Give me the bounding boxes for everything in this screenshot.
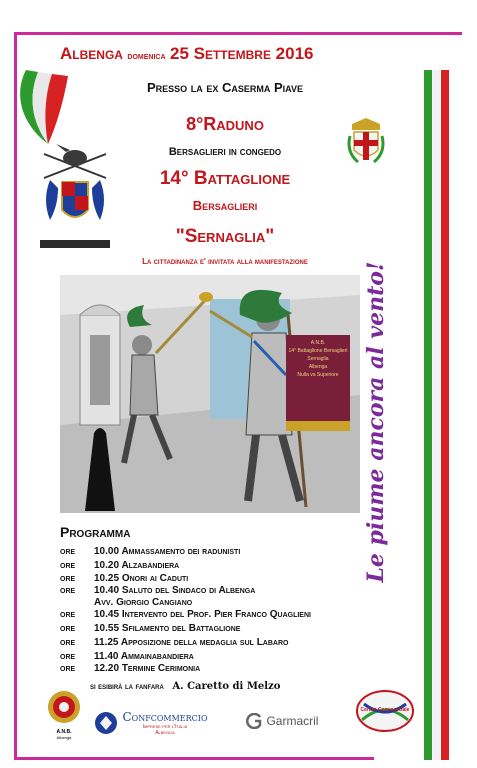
item-text: Onori ai Caduti	[121, 573, 189, 584]
battalion-title: 14° Battaglione	[159, 168, 291, 189]
anb-logo-icon	[47, 690, 81, 724]
item-prefix: ore	[60, 651, 76, 662]
item-time: 10.40	[94, 585, 120, 596]
garmacril-name: Garmacril	[266, 713, 319, 728]
garmacril-logo-icon	[246, 713, 262, 729]
venue: Presso la ex Caserma Piave	[146, 80, 304, 95]
city-name: Albenga	[60, 44, 123, 63]
item-time: 10.20	[94, 560, 120, 571]
confcommercio-sub: Imprese per l'Italia	[142, 724, 188, 730]
centro-label: Centro Commerciale	[360, 707, 410, 713]
event-date: 25 Settembre 2016	[169, 44, 314, 63]
event-date-line	[60, 44, 440, 64]
fanfara-name: A. Caretto di Melzo	[172, 681, 281, 692]
program-item	[60, 546, 240, 557]
item-text: Apposizione della medaglia sul Labaro	[120, 637, 289, 648]
item-time: 10.25	[94, 573, 120, 584]
corps-title: Bersaglieri	[192, 198, 258, 213]
item-text: Saluto del Sindaco di Albenga	[121, 585, 256, 596]
item-time: 10.55	[94, 623, 120, 634]
anb-label: A.N.B.	[56, 729, 72, 735]
item-text: Avv. Giorgio Cangiano	[94, 597, 193, 608]
flag-line-3: Albenga	[308, 364, 328, 370]
program-item	[60, 663, 200, 674]
item-text: Ammassamento dei radunisti	[121, 546, 241, 557]
battalion-name: "Sernaglia"	[175, 226, 275, 247]
program-item	[60, 651, 194, 662]
item-time: 11.25	[94, 637, 119, 648]
program-item	[60, 585, 255, 596]
item-prefix: ore	[60, 637, 76, 648]
fanfara-prefix: si esibirà la fanfara	[90, 681, 164, 691]
confcommercio-city: Albenga	[155, 730, 175, 736]
program-item	[60, 609, 311, 620]
frame-top-border	[14, 32, 462, 35]
vertical-slogan-box	[346, 262, 406, 582]
bersaglieri-illustration	[60, 275, 360, 513]
item-prefix: ore	[60, 623, 76, 634]
anb-city: Albenga	[56, 735, 72, 740]
flag-inscription	[286, 339, 350, 379]
program-item	[60, 623, 240, 634]
item-text: Termine Cerimonia	[121, 663, 201, 674]
confcommercio-logo-icon	[94, 711, 118, 735]
program-title: Programma	[60, 524, 131, 540]
item-prefix: ore	[60, 663, 76, 674]
confcommercio-name: Confcommercio	[122, 710, 208, 724]
flag-stripe-white	[433, 70, 440, 760]
flag-stripe-red	[441, 70, 449, 760]
program-item-continuation	[94, 597, 192, 608]
program-item	[60, 637, 288, 648]
frame-bottom-border	[14, 757, 374, 760]
item-time: 11.40	[94, 651, 119, 662]
centro-commerciale-sponsor	[356, 690, 414, 732]
item-prefix: ore	[60, 546, 76, 557]
confcommercio-sponsor	[94, 710, 208, 736]
flag-line-4: Nulla va Superiore	[297, 372, 339, 378]
day-name: domenica	[127, 51, 166, 62]
illustration-drawing	[60, 275, 360, 513]
event-subtitle: Bersaglieri in congedo	[168, 146, 282, 158]
item-time: 10.45	[94, 609, 120, 620]
raduno-title: 8°Raduno	[186, 114, 264, 134]
frame-left-border	[14, 32, 17, 760]
garmacril-sponsor	[246, 712, 318, 730]
anb-sponsor	[44, 690, 84, 740]
program-item	[60, 560, 179, 571]
item-text: Sfilamento del Battaglione	[121, 623, 241, 634]
item-text: Ammainabandiera	[120, 651, 194, 662]
item-text: Intervento del Prof. Pier Franco Quaglieni	[121, 609, 311, 620]
flag-stripe-green	[424, 70, 432, 760]
vertical-slogan: Le piume ancora al vento!	[363, 261, 389, 583]
invitation-text: La cittadinanza e' invitata alla manifestazione	[142, 257, 308, 266]
item-text: Alzabandiera	[121, 560, 180, 571]
flag-line-2: 14° Battaglione Bersaglieri Sernaglia	[288, 348, 348, 362]
fanfara-line	[90, 681, 280, 692]
battalion-emblem-icon	[36, 140, 114, 250]
item-prefix: ore	[60, 609, 76, 620]
item-prefix: ore	[60, 573, 76, 584]
program-item	[60, 573, 188, 584]
item-prefix: ore	[60, 560, 76, 571]
albenga-crest-icon	[346, 116, 386, 166]
item-prefix: ore	[60, 585, 76, 596]
flag-line-1: A.N.B.	[310, 340, 326, 346]
item-time: 12.20	[94, 663, 120, 674]
item-time: 10.00	[94, 546, 120, 557]
